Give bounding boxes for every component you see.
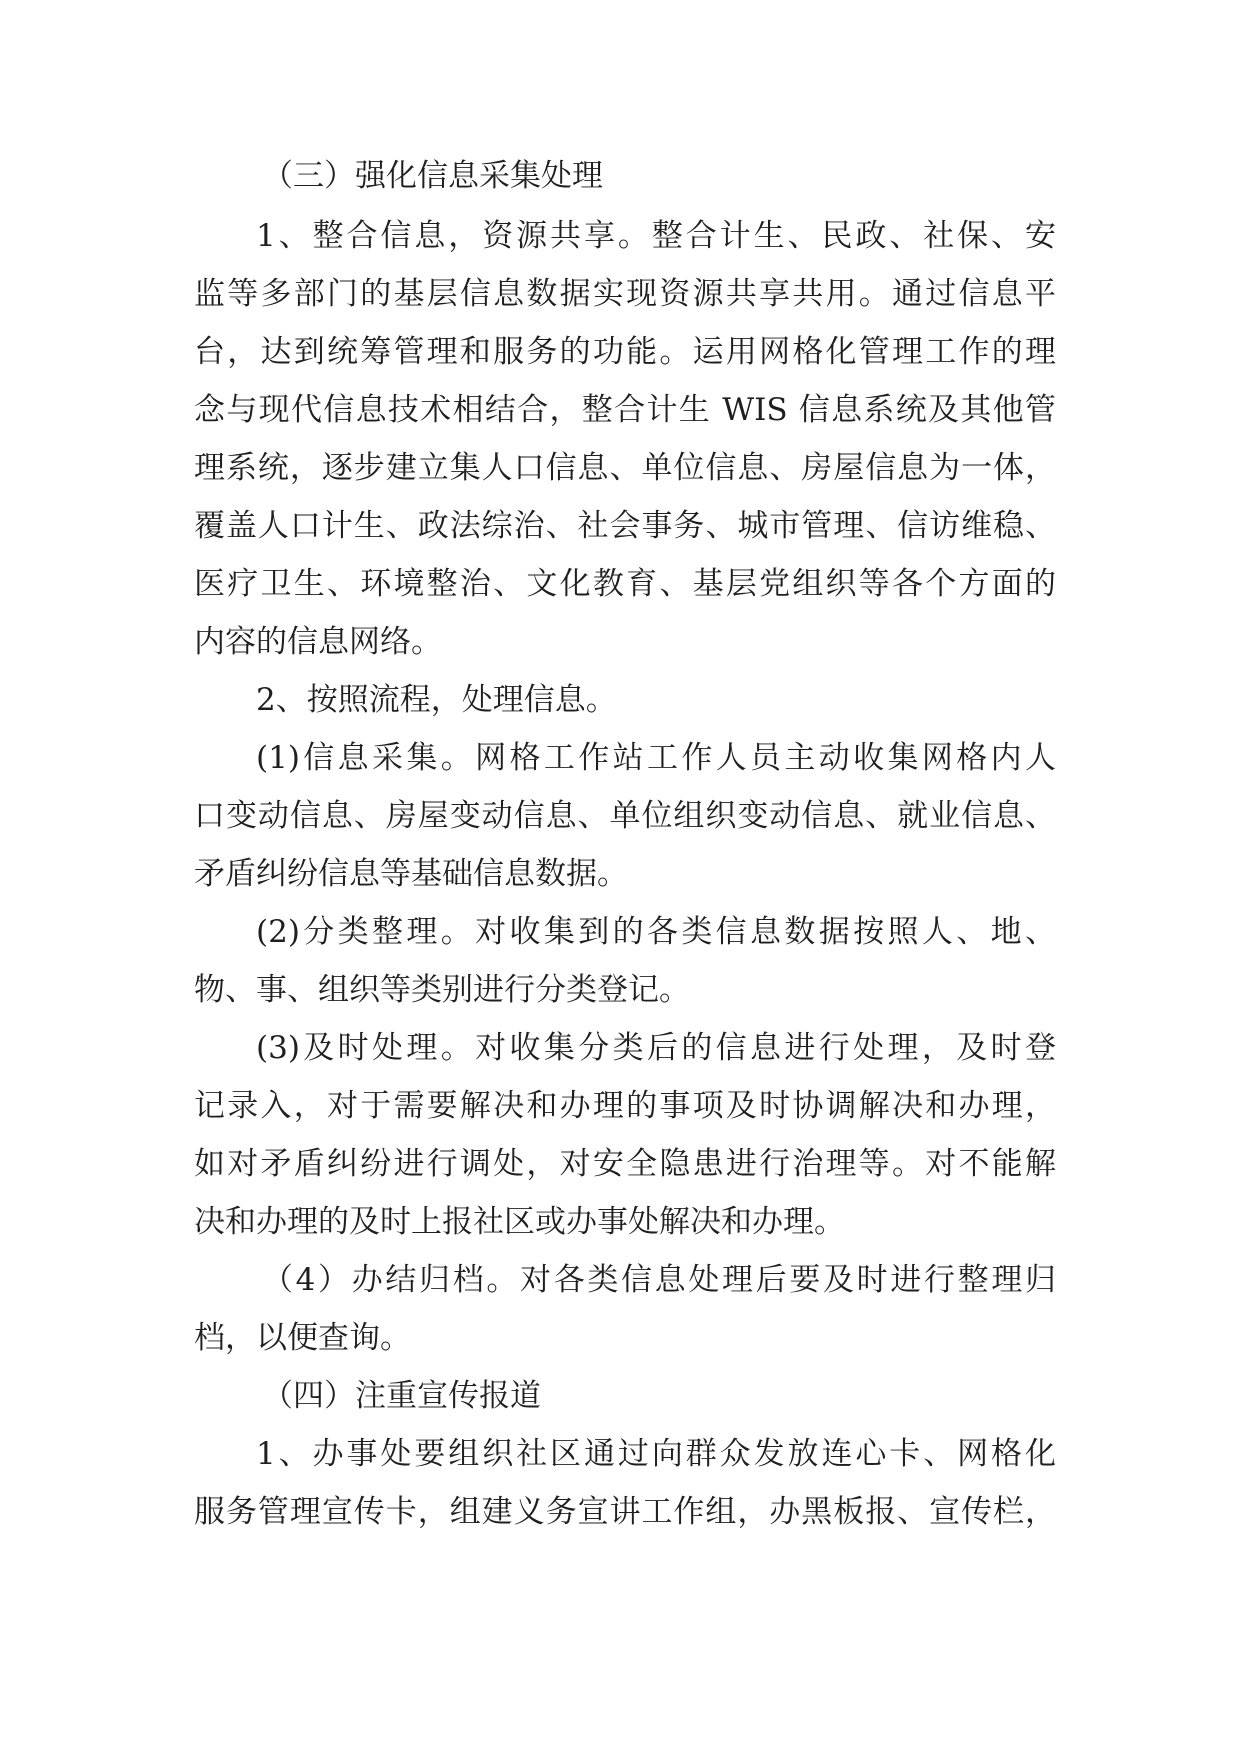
paragraph-line: 物、事、组织等类别进行分类登记。 [194, 972, 690, 1008]
paragraph-line: （4）办结归档。对各类信息处理后要及时进行整理归 [262, 1262, 1056, 1298]
paragraph-line: 理系统，逐步建立集人口信息、单位信息、房屋信息为一体， [194, 450, 1056, 486]
paragraph-line: 服务管理宣传卡，组建义务宣讲工作组，办黑板报、宣传栏， [194, 1494, 1056, 1530]
paragraph-line: 1、整合信息，资源共享。整合计生、民政、社保、安 [256, 218, 1056, 254]
paragraph-line: 决和办理的及时上报社区或办事处解决和办理。 [194, 1204, 845, 1240]
subheading-2: 2、按照流程，处理信息。 [256, 682, 617, 718]
paragraph-line: (2)分类整理。对收集到的各类信息数据按照人、地、 [256, 914, 1056, 950]
paragraph-line: 口变动信息、房屋变动信息、单位组织变动信息、就业信息、 [194, 798, 1056, 834]
paragraph-line: 档，以便查询。 [194, 1320, 411, 1356]
paragraph-line: 医疗卫生、环境整治、文化教育、基层党组织等各个方面的 [194, 566, 1056, 602]
paragraph-line: 1、办事处要组织社区通过向群众发放连心卡、网格化 [256, 1436, 1056, 1472]
paragraph-line: 记录入，对于需要解决和办理的事项及时协调解决和办理， [194, 1088, 1056, 1124]
paragraph-line: 监等多部门的基层信息数据实现资源共享共用。通过信息平 [194, 276, 1056, 312]
paragraph-line: 覆盖人口计生、政法综治、社会事务、城市管理、信访维稳、 [194, 508, 1056, 544]
paragraph-line: (3)及时处理。对收集分类后的信息进行处理，及时登 [256, 1030, 1056, 1066]
paragraph-line: 如对矛盾纠纷进行调处，对安全隐患进行治理等。对不能解 [194, 1146, 1056, 1182]
paragraph-line: 台，达到统筹管理和服务的功能。运用网格化管理工作的理 [194, 334, 1056, 370]
paragraph-line: 矛盾纠纷信息等基础信息数据。 [194, 856, 628, 892]
section-heading-4: （四）注重宣传报道 [262, 1378, 541, 1414]
paragraph-line: 内容的信息网络。 [194, 624, 442, 660]
paragraph-line: 念与现代信息技术相结合，整合计生 WIS 信息系统及其他管 [194, 392, 1056, 428]
paragraph-line: (1)信息采集。网格工作站工作人员主动收集网格内人 [256, 740, 1056, 776]
section-heading-3: （三）强化信息采集处理 [262, 158, 603, 194]
